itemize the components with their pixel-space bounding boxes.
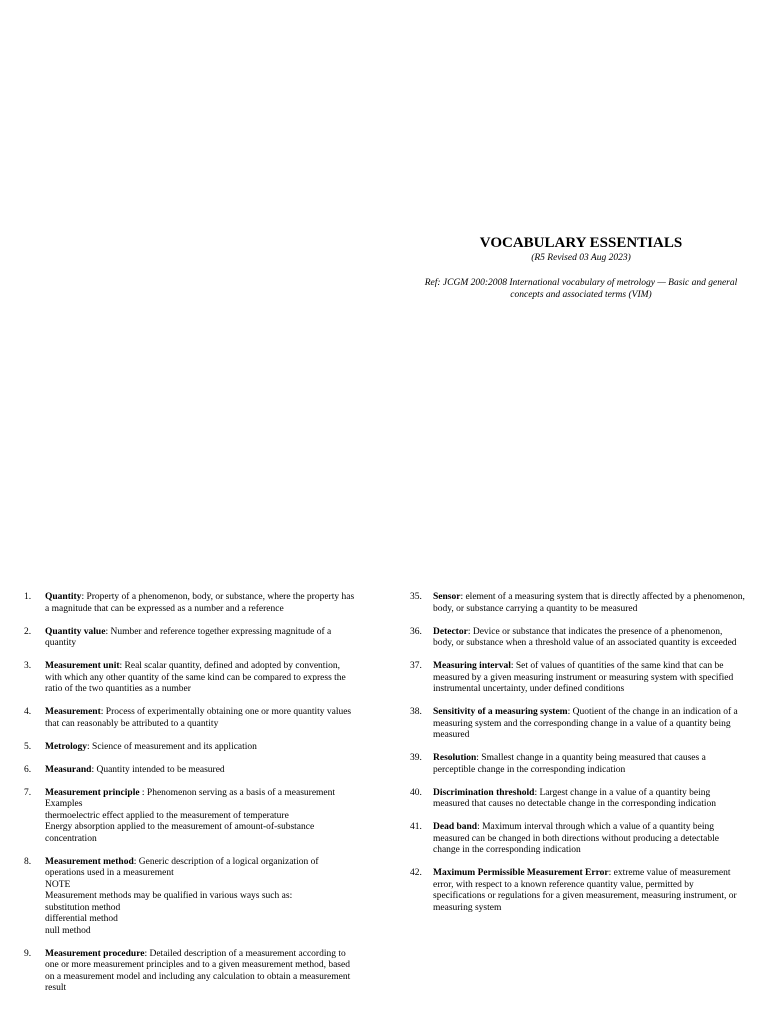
term-definition: : Phenomenon serving as a basis of a measurement xyxy=(139,787,336,798)
definition-item xyxy=(410,707,745,742)
document-header xyxy=(420,234,742,301)
item-number: 40. xyxy=(410,787,422,798)
item-number: 35. xyxy=(410,592,422,602)
definition-note-line: Examples xyxy=(45,799,83,809)
item-text xyxy=(433,822,745,857)
item-text xyxy=(45,592,359,615)
item-text xyxy=(433,627,745,650)
definition-item xyxy=(410,661,745,696)
term-definition: : element of a measuring system that is directly affected by a phenomenon, body, or substance carrying a quantity to be measured xyxy=(433,592,745,614)
definition-note-line: Energy absorption applied to the measurement of amount-of-substance concentration xyxy=(45,822,315,844)
item-text xyxy=(45,627,359,650)
item-text xyxy=(45,857,359,938)
definition-item xyxy=(24,949,359,995)
item-text xyxy=(45,788,359,846)
term-name: Quantity value xyxy=(45,626,106,637)
term-name: Maximum Permissible Measurement Error xyxy=(433,868,609,878)
item-number: 5. xyxy=(24,741,32,752)
definition-note-line: null method xyxy=(45,925,91,936)
item-text xyxy=(45,707,359,730)
term-name: Measuring interval xyxy=(433,661,511,671)
term-definition: : Quotient of the change in an indication of a measuring system and the corresponding change in a value of a quantity being measured xyxy=(433,707,738,740)
definition-item xyxy=(24,627,359,650)
item-number: 42. xyxy=(410,868,422,878)
document-title: VOCABULARY ESSENTIALS xyxy=(479,235,683,251)
reference-note: Ref: JCGM 200:2008 International vocabulary of metrology — Basic and general concepts and associated terms (VIM) xyxy=(424,278,738,300)
definition-item xyxy=(24,742,359,754)
item-number: 37. xyxy=(410,661,422,671)
definitions-list-left xyxy=(24,592,359,1006)
term-name: Sensitivity of a measuring system xyxy=(433,707,568,717)
definition-item xyxy=(410,788,745,811)
term-name: Detector xyxy=(433,626,468,637)
term-name: Metrology xyxy=(45,741,88,752)
item-text xyxy=(45,765,359,777)
term-definition: : Maximum interval through which a value of a quantity being measured can be changed in both directions without producing a detectable change in the corresponding indication xyxy=(433,822,719,855)
item-text xyxy=(433,707,745,742)
definition-item xyxy=(24,592,359,615)
definition-note-line: thermoelectric effect applied to the measurement of temperature xyxy=(45,810,289,821)
definition-item xyxy=(410,627,745,650)
item-text xyxy=(433,753,745,776)
term-definition: : Science of measurement and its application xyxy=(87,741,257,752)
item-text xyxy=(433,592,745,615)
item-text xyxy=(433,788,745,811)
term-definition: : Smallest change in a quantity being measured that causes a perceptible change in the corresponding indication xyxy=(433,753,706,775)
item-text xyxy=(45,661,359,696)
definition-item xyxy=(410,753,745,776)
term-name: Measurement xyxy=(45,707,101,717)
term-definition: : Generic description of a logical organization of operations used in a measurement xyxy=(45,856,319,878)
item-number: 9. xyxy=(24,948,32,959)
term-definition: : Property of a phenomenon, body, or substance, where the property has a magnitude that can be expressed as a number and a reference xyxy=(45,592,355,614)
definition-item xyxy=(24,765,359,777)
item-number: 7. xyxy=(24,787,32,798)
item-number: 36. xyxy=(410,626,422,637)
item-number: 2. xyxy=(24,626,32,637)
item-text xyxy=(433,661,745,696)
definition-item xyxy=(410,868,745,914)
term-name: Resolution xyxy=(433,753,477,763)
definition-note-line: NOTE xyxy=(45,879,71,890)
item-number: 8. xyxy=(24,856,32,867)
term-definition: : Largest change in a value of a quantity being measured that causes no detectable change in the corresponding indication xyxy=(433,787,717,809)
definition-note-line: substitution method xyxy=(45,902,121,913)
term-name: Measurement method xyxy=(45,856,134,867)
definition-note-line: Measurement methods may be qualified in various ways such as: xyxy=(45,891,293,901)
term-definition: : Process of experimentally obtaining one or more quantity values that can reasonably be attributed to a quantity xyxy=(45,707,352,729)
term-definition: : Number and reference together expressing magnitude of a quantity xyxy=(45,626,332,648)
term-name: Measurement unit xyxy=(45,661,120,671)
definition-item xyxy=(24,857,359,938)
term-name: Dead band xyxy=(433,822,478,832)
term-name: Measurement procedure xyxy=(45,948,145,959)
term-definition: : extreme value of measurement error, with respect to a known reference quantity value, permitted by specifications or regulations for a given measurement, measuring instrument, or measuring system xyxy=(433,868,737,913)
term-name: Measurand xyxy=(45,764,92,775)
item-number: 1. xyxy=(24,592,32,602)
revision-note: (R5 Revised 03 Aug 2023) xyxy=(531,253,631,263)
term-name: Discrimination threshold xyxy=(433,787,535,798)
term-definition: : Real scalar quantity, defined and adopted by convention, with which any other quantity of the same kind can be compared to express the ratio of the two quantities as a number xyxy=(45,661,346,694)
definitions-list-right xyxy=(410,592,745,926)
item-text xyxy=(433,868,745,914)
term-name: Measurement principle xyxy=(45,787,140,798)
definition-item xyxy=(24,707,359,730)
item-number: 3. xyxy=(24,661,32,671)
item-number: 6. xyxy=(24,764,32,775)
term-definition: : Quantity intended to be measured xyxy=(91,764,225,775)
definition-note-line: differential method xyxy=(45,914,118,924)
term-definition: : Device or substance that indicates the presence of a phenomenon, body, or substance when a threshold value of an associated quantity is exceeded xyxy=(433,626,737,648)
item-number: 39. xyxy=(410,753,422,763)
term-definition: : Set of values of quantities of the same kind that can be measured by a given measuring instrument or measuring system with specified instrumental uncertainty, under defined conditions xyxy=(433,661,734,694)
definition-item xyxy=(410,822,745,857)
item-number: 4. xyxy=(24,707,32,717)
term-definition: : Detailed description of a measurement according to one or more measurement principles and to a given measurement method, based on a measurement model and including any calculation to obtain a measurement result xyxy=(45,948,351,993)
item-text xyxy=(45,949,359,995)
term-name: Sensor xyxy=(433,592,461,602)
item-number: 41. xyxy=(410,822,422,832)
definition-item xyxy=(24,661,359,696)
definition-item xyxy=(24,788,359,846)
term-name: Quantity xyxy=(45,592,82,602)
item-text xyxy=(45,742,359,754)
item-number: 38. xyxy=(410,707,422,717)
definition-item xyxy=(410,592,745,615)
